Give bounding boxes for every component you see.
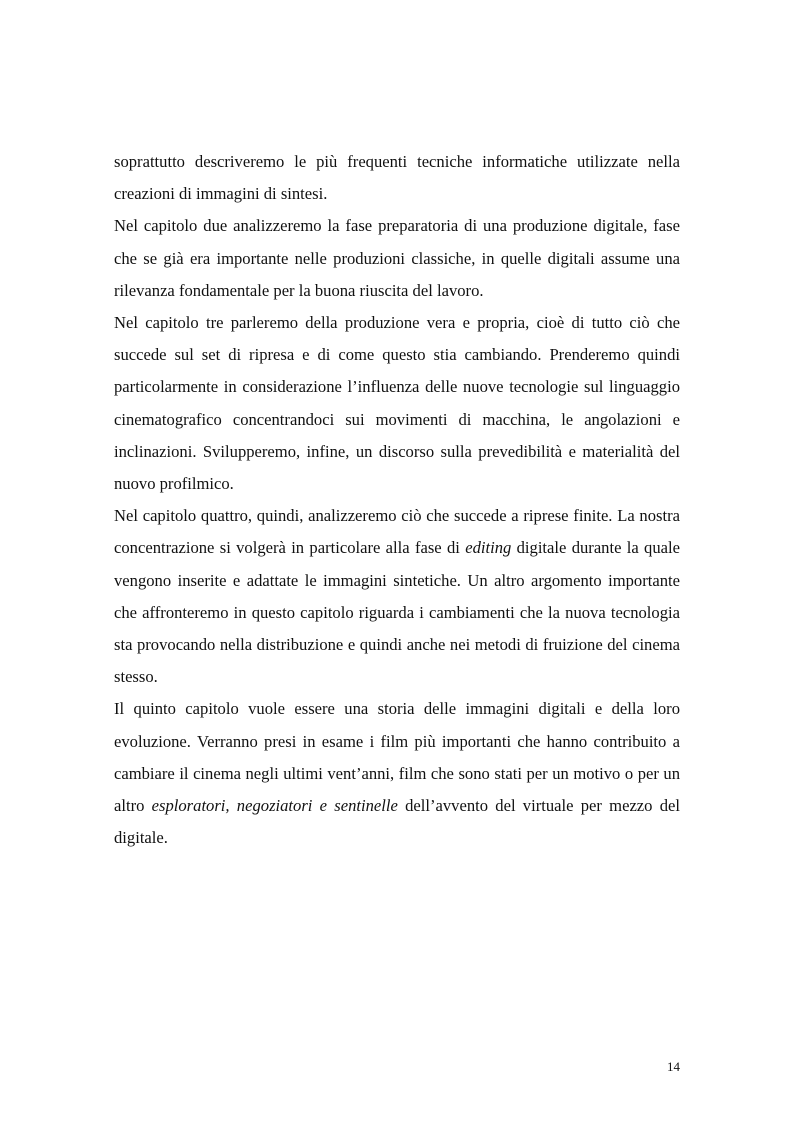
text-segment: Nel capitolo tre parleremo della produzione vera e propria, cioè di tutto ciò che succede sul set di ripresa e di come questo stia cambiando. Prenderemo quindi particolarmente in considerazione l’influenza delle nuove tecnologie sul linguaggio cinematografico concentrandoci sui movimenti di macchina, le angolazioni e inclinazioni. Svilupperemo, infine, un discorso sulla prevedibilità e materialità del nuovo profilmico.	[114, 313, 680, 494]
text-segment: dell’avvento del virtuale per mezzo del digitale.	[114, 796, 680, 848]
paragraph	[114, 500, 680, 693]
text-segment: Nel capitolo due analizzeremo la fase preparatoria di una produzione digitale, fase che se già era importante nelle produzioni classiche, in quelle digitali assume una rilevanza fondamentale per la buona riuscita del lavoro.	[114, 216, 680, 300]
text-segment: digitale durante la quale vengono inserite e adattate le immagini sintetiche. Un altro argomento importante che affronteremo in questo capitolo riguarda i cambiamenti che la nuova tecnologia sta provocando nella distribuzione e quindi anche nei metodi di fruizione del cinema stesso.	[114, 538, 680, 687]
italic-phrase: editing	[465, 538, 512, 558]
paragraph	[114, 307, 680, 500]
page-number: 14	[667, 1059, 680, 1074]
paragraph	[114, 210, 680, 307]
italic-phrase: esploratori, negoziatori e sentinelle	[151, 796, 398, 816]
text-segment: Il quinto capitolo vuole essere una storia delle immagini digitali e della loro evoluzione. Verranno presi in esame i film più importanti che hanno contribuito a cambiare il cinema negli ultimi vent’anni, film che sono stati per un motivo o per un altro	[114, 699, 680, 816]
paragraph	[114, 693, 680, 854]
text-segment: Nel capitolo quattro, quindi, analizzeremo ciò che succede a riprese finite. La nostra concentrazione si volgerà in particolare alla fase di	[114, 506, 680, 558]
paragraph	[114, 146, 680, 210]
body-text	[114, 146, 680, 854]
text-segment: soprattutto descriveremo le più frequenti tecniche informatiche utilizzate nella creazioni di immagini di sintesi.	[114, 152, 680, 204]
